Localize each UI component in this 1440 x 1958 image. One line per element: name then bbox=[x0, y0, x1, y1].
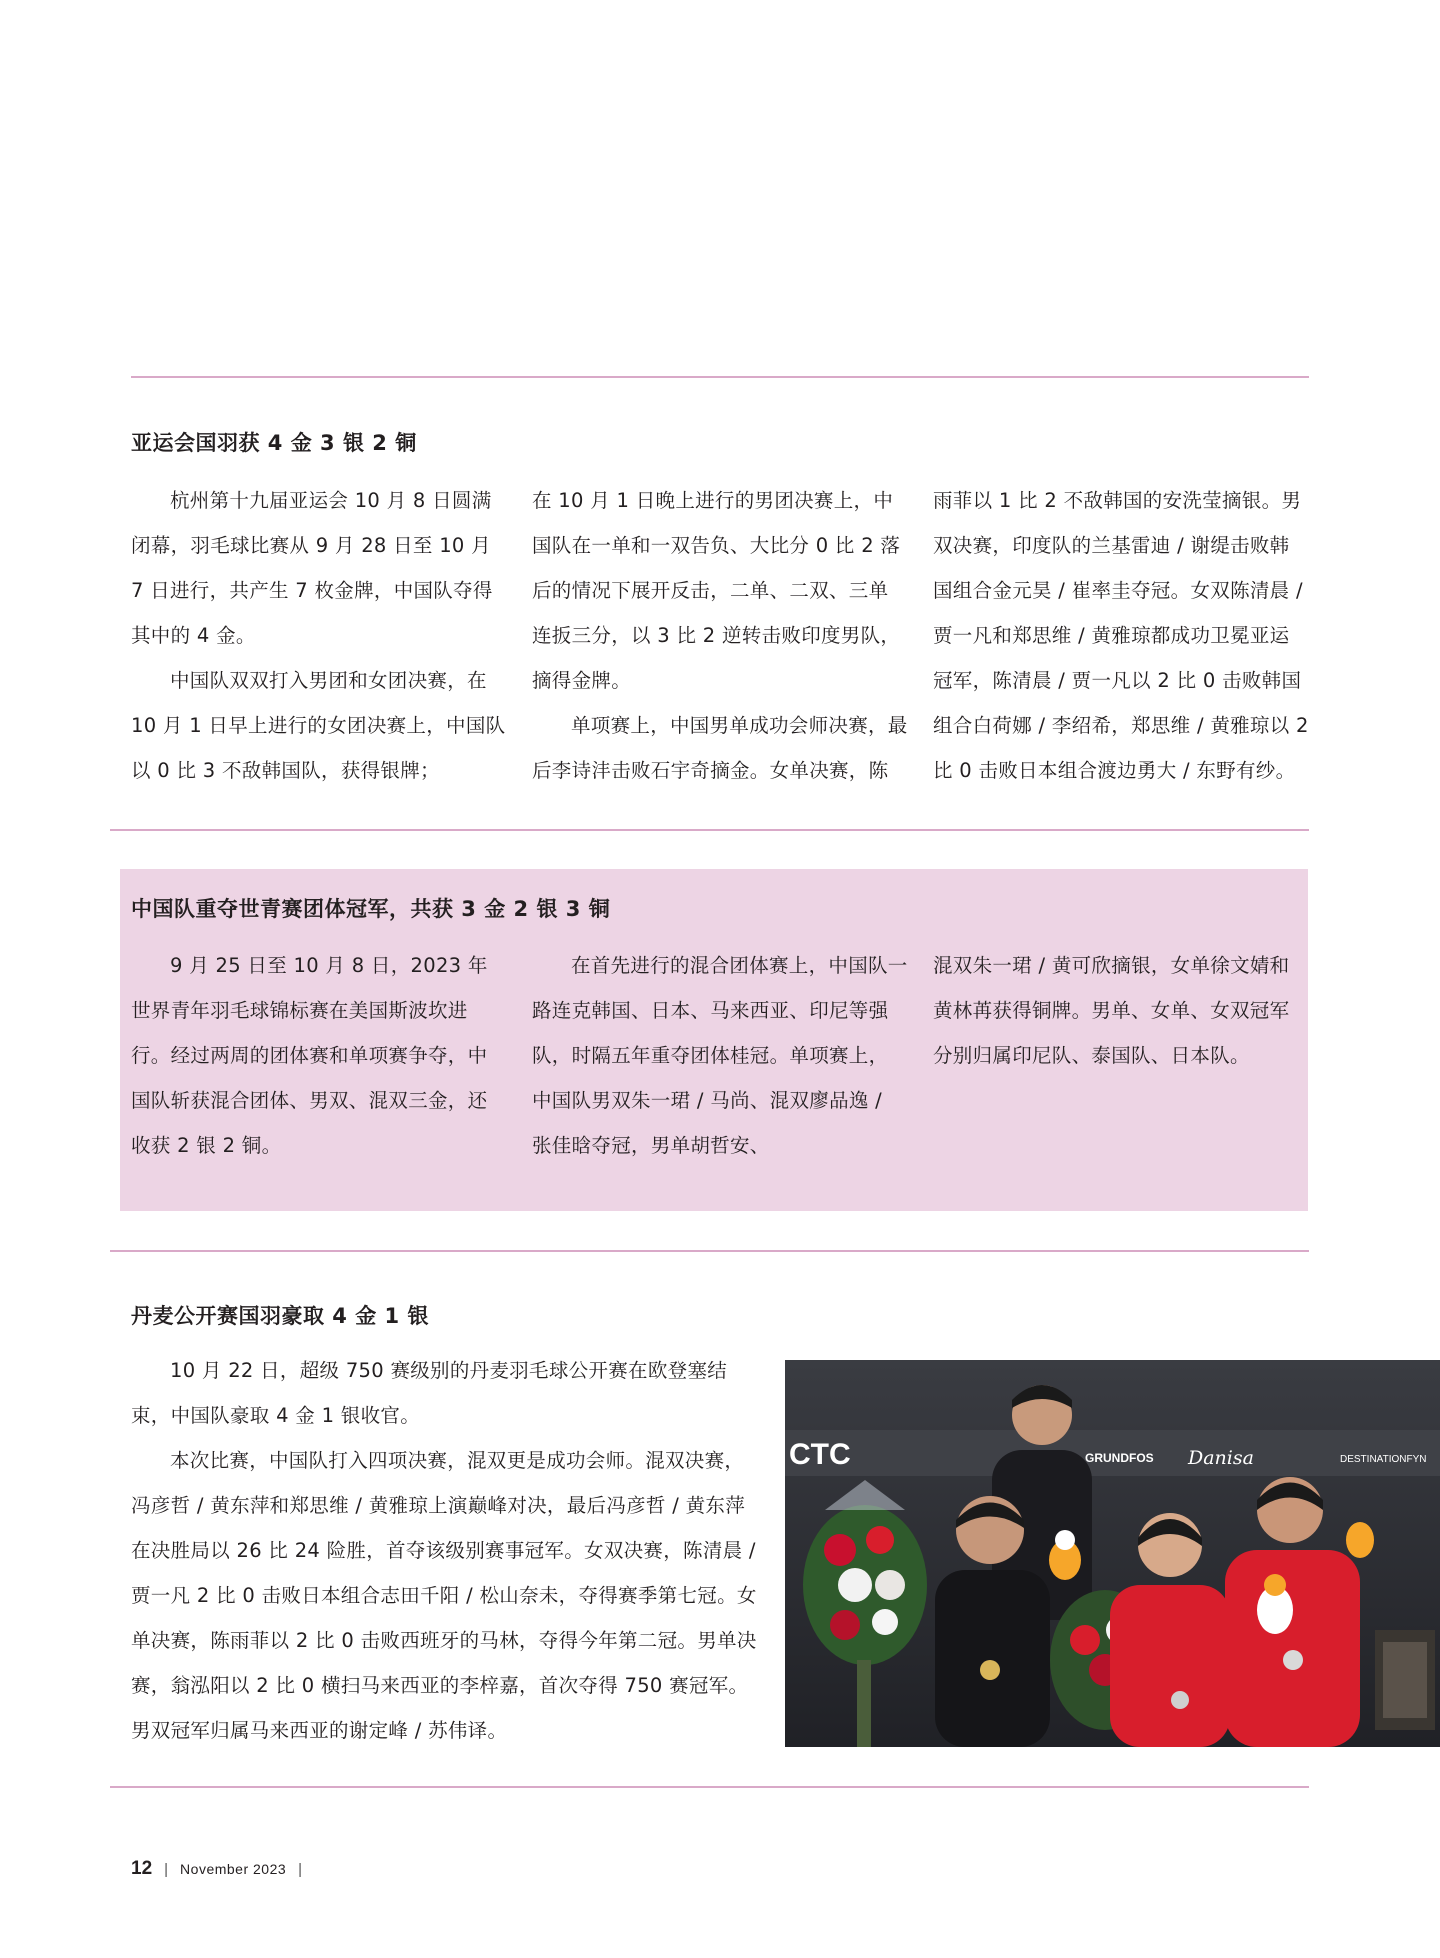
paragraph: 中国队双双打入男团和女团决赛，在 10 月 1 日早上进行的女团决赛上，中国队以 0 比 3 不敌韩国队，获得银牌； bbox=[131, 669, 506, 782]
section1-column-2 bbox=[532, 478, 908, 793]
banner-text: CTC bbox=[789, 1438, 851, 1471]
paragraph: 在首先进行的混合团体赛上，中国队一路连克韩国、日本、马来西亚、印尼等强队，时隔五年重夺团体桂冠。单项赛上，中国队男双朱一珺 / 马尚、混双廖品逸 / 张佳晗夺冠，男单胡哲安、 bbox=[532, 954, 908, 1157]
section1-column-3 bbox=[933, 478, 1309, 793]
top-band bbox=[0, 0, 1440, 370]
banner-text: GRUNDFOS bbox=[1085, 1451, 1154, 1465]
divider-bottom bbox=[110, 1786, 1309, 1788]
section3-heading: 丹麦公开赛国羽豪取 4 金 1 银 bbox=[131, 1304, 429, 1328]
paragraph: 本次比赛，中国队打入四项决赛，混双更是成功会师。混双决赛，冯彦哲 / 黄东萍和郑思维 / 黄雅琼上演巅峰对决，最后冯彦哲 / 黄东萍在决胜局以 26 比 24 险胜，首夺该级别赛事冠军。女双决赛，陈清晨 / 贾一凡 2 比 0 击败日本组合志田千阳 / 松山奈未，夺得赛季第七冠。女单决赛，陈雨菲以 2 比 0 击败西班牙的马林，夺得今年第二冠。男单决赛，翁泓阳以 2 比 0 横扫马来西亚的李梓嘉，首次夺得 750 赛冠军。男双冠军归属马来西亚的谢定峰 / 苏伟译。 bbox=[131, 1449, 757, 1742]
paragraph: 10 月 22 日，超级 750 赛级别的丹麦羽毛球公开赛在欧登塞结束，中国队豪取 4 金 1 银收官。 bbox=[131, 1359, 728, 1427]
paragraph: 雨菲以 1 比 2 不敌韩国的安洗莹摘银。男双决赛，印度队的兰基雷迪 / 谢缇击败韩国组合金元昊 / 崔率圭夺冠。女双陈清晨 / 贾一凡和郑思维 / 黄雅琼都成功卫冕亚运冠军，陈清晨 / 贾一凡以 2 比 0 击败韩国组合白荷娜 / 李绍希，郑思维 / 黄雅琼以 2 比 0 击败日本组合渡边勇大 / 东野有纱。 bbox=[933, 489, 1309, 782]
footer-separator: | bbox=[164, 1860, 169, 1878]
paragraph: 杭州第十九届亚运会 10 月 8 日圆满闭幕，羽毛球比赛从 9 月 28 日至 10 月 7 日进行，共产生 7 枚金牌，中国队夺得其中的 4 金。 bbox=[131, 489, 493, 647]
paragraph: 9 月 25 日至 10 月 8 日，2023 年世界青年羽毛球锦标赛在美国斯波坎进行。经过两周的团体赛和单项赛争夺，中国队斩获混合团体、男双、混双三金，还收获 2 银 2 铜。 bbox=[131, 954, 488, 1157]
paragraph: 混双朱一珺 / 黄可欣摘银，女单徐文婧和黄林苒获得铜牌。男单、女单、女双冠军分别归属印尼队、泰国队、日本队。 bbox=[933, 954, 1290, 1067]
section2-column-1 bbox=[131, 943, 507, 1168]
section1-column-1 bbox=[131, 478, 507, 793]
section1-heading: 亚运会国羽获 4 金 3 银 2 铜 bbox=[131, 431, 417, 455]
section2-column-3 bbox=[933, 943, 1309, 1078]
section2-column-2 bbox=[532, 943, 908, 1168]
paragraph: 单项赛上，中国男单成功会师决赛，最后李诗沣击败石宇奇摘金。女单决赛，陈 bbox=[532, 714, 908, 782]
paragraph: 在 10 月 1 日晚上进行的男团决赛上，中国队在一单和一双告负、大比分 0 比 2 落后的情况下展开反击，二单、二双、三单连扳三分，以 3 比 2 逆转击败印度男队，摘得金牌。 bbox=[532, 489, 901, 692]
divider-top bbox=[131, 376, 1309, 378]
issue-date: November 2023 bbox=[180, 1861, 287, 1877]
divider-section2-bottom bbox=[110, 1250, 1309, 1252]
photo-illustration bbox=[785, 1360, 1440, 1747]
podium-photo bbox=[785, 1360, 1440, 1747]
page-number: 12 bbox=[131, 1858, 153, 1879]
section3-text bbox=[131, 1348, 759, 1753]
banner-text: DESTINATIONFYN bbox=[1340, 1454, 1427, 1465]
divider-section1-bottom bbox=[110, 829, 1309, 831]
banner-text: Danisa bbox=[1188, 1447, 1254, 1469]
page-footer bbox=[131, 1858, 314, 1880]
section2-heading: 中国队重夺世青赛团体冠军，共获 3 金 2 银 3 铜 bbox=[131, 897, 611, 921]
footer-separator: | bbox=[298, 1860, 303, 1878]
